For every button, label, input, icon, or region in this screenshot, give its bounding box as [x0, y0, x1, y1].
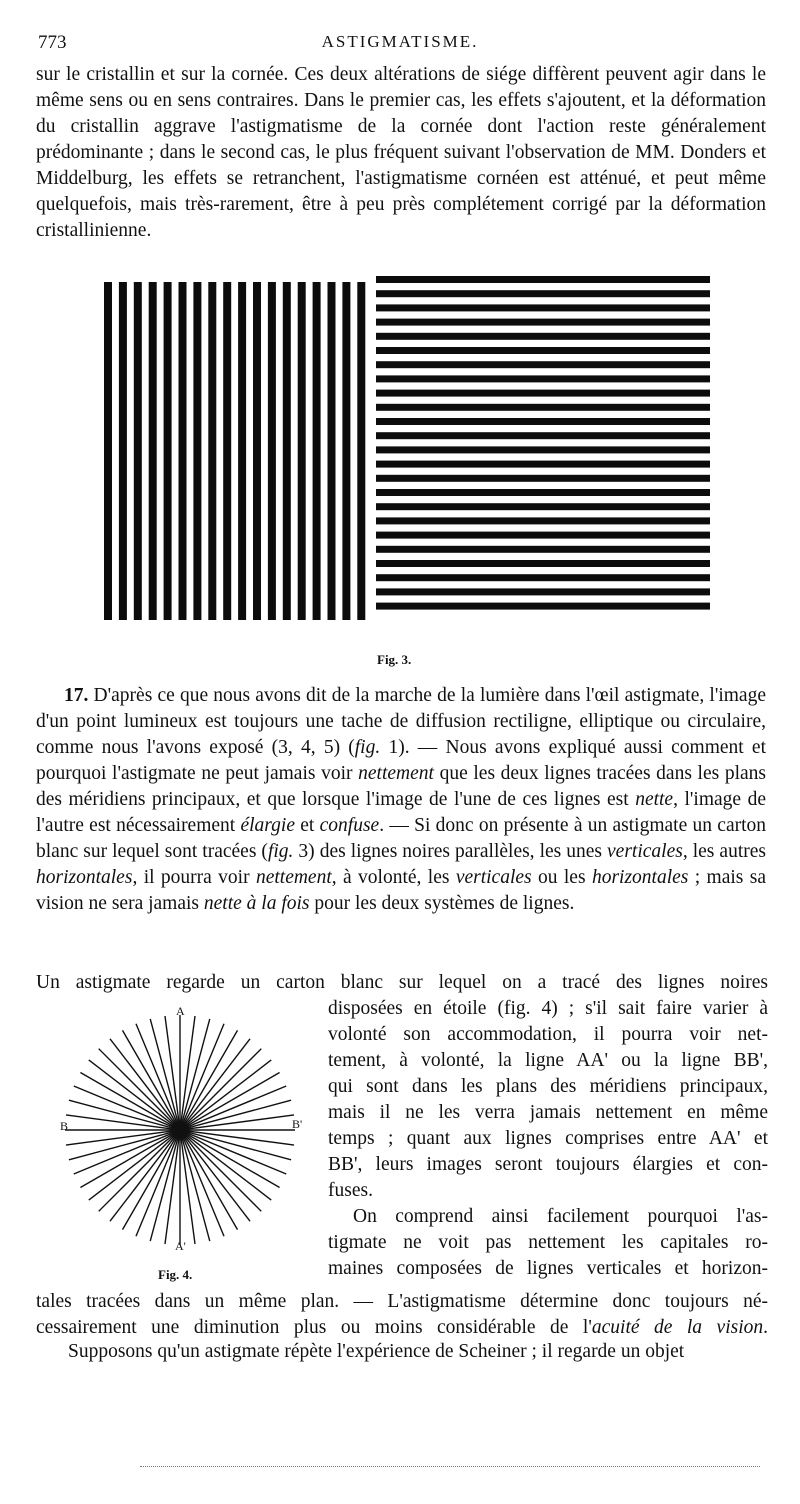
vertical-line	[119, 282, 127, 620]
text-line: maines composées de lignes verticales et horizon-	[328, 1258, 768, 1279]
horizontal-line	[376, 418, 710, 425]
vertical-line	[179, 282, 187, 620]
text-line: volonté son accommodation, il pourra voir net-	[328, 1024, 768, 1045]
text-line: tigmate ne voit pas nettement les capitales ro-	[328, 1232, 768, 1253]
horizontal-line	[376, 517, 710, 524]
text: , il pourra voir	[132, 867, 256, 888]
figure-3-line-chart	[104, 276, 710, 622]
text: et	[295, 815, 320, 836]
vertical-line	[238, 282, 246, 620]
text-line: temps ; quant aux lignes comprises entre AA' et	[328, 1128, 768, 1149]
footer-rule	[140, 1466, 760, 1467]
figure-4-star-diagram	[50, 1000, 310, 1260]
horizontal-line	[376, 404, 710, 411]
emphasis: nettement	[255, 867, 332, 888]
fig-ref: fig.	[354, 737, 381, 758]
vertical-line	[313, 282, 321, 620]
horizontal-line	[376, 390, 710, 397]
text-line: Un astigmate regarde un carton blanc sur lequel on a tracé des lignes noires	[36, 972, 768, 993]
horizontal-line	[376, 333, 710, 340]
text: , les autres	[682, 841, 766, 862]
text: ; mais sa vision ne sera jamais	[36, 867, 766, 914]
horizontal-line	[376, 560, 710, 567]
horizontal-line	[376, 361, 710, 368]
figure-4-caption: Fig. 4.	[158, 1267, 193, 1282]
horizontal-line	[376, 304, 710, 311]
section-number: 17.	[64, 685, 89, 706]
vertical-line	[164, 282, 172, 620]
text: , à volonté, les	[331, 867, 456, 888]
paragraph-4: Supposons qu'un astigmate répète l'expérience de Scheiner ; il regarde un objet	[68, 1341, 685, 1362]
label-A-prime: A'	[175, 1239, 186, 1253]
text-line: tales tracées dans un même plan. — L'astigmatisme détermine donc toujours né-	[36, 1291, 768, 1312]
vertical-line	[134, 282, 142, 620]
text: D'après ce que nous avons dit de la marche de la lumière dans l'œil astigmate, l'image d'un point lumineux est toujours une tache de diffusion rectiligne, elliptique ou circulaire, comme nous l'avons exposé (3, 4, 5) (	[36, 685, 766, 758]
horizontal-line	[376, 532, 710, 539]
horizontal-line	[376, 475, 710, 482]
paragraph-17	[36, 683, 766, 917]
horizontal-line	[376, 276, 710, 283]
vertical-line	[253, 282, 261, 620]
page-number: 773	[38, 32, 67, 53]
vertical-line	[328, 282, 336, 620]
label-A: A	[176, 1004, 185, 1018]
text-line: fuses.	[328, 1180, 373, 1201]
text: pour les deux systèmes de lignes.	[309, 893, 575, 914]
emphasis: acuité de la vision	[591, 1317, 764, 1338]
paragraph-3	[36, 1289, 768, 1341]
horizontal-line	[376, 503, 710, 510]
vertical-line	[104, 282, 112, 620]
emphasis: verticales	[455, 867, 532, 888]
horizontal-line	[376, 375, 710, 382]
vertical-line	[149, 282, 157, 620]
text: , l'image de l'autre est nécessairement	[36, 789, 766, 836]
horizontal-line	[376, 461, 710, 468]
text: que les deux lignes tracées dans les plans des méridiens principaux, et que lorsque l'image de l'une de ces lignes est	[36, 763, 767, 810]
text: . — Si donc on présente à un astigmate un carton blanc sur lequel sont tracées (	[36, 815, 767, 862]
label-B-prime: B'	[292, 1117, 303, 1131]
horizontal-line	[376, 290, 710, 297]
horizontal-line	[376, 319, 710, 326]
fig-ref: fig.	[267, 841, 294, 862]
horizontal-line	[376, 489, 710, 496]
text: ou les	[531, 867, 592, 888]
vertical-line	[268, 282, 276, 620]
vertical-line	[298, 282, 306, 620]
text: 1). — Nous avons expliqué aussi comment et pourquoi l'astigmate ne peut jamais voir	[36, 737, 766, 784]
label-B: B	[60, 1119, 69, 1133]
emphasis: horizontales	[591, 867, 689, 888]
emphasis: nette	[635, 789, 674, 810]
emphasis: nette à la fois	[203, 893, 310, 914]
text-line: BB', leurs images seront toujours élargies et con-	[328, 1154, 768, 1175]
emphasis: horizontales	[36, 867, 133, 888]
text-line: On comprend ainsi facilement pourquoi l'as-	[353, 1206, 768, 1227]
figure-3-caption: Fig. 3.	[377, 652, 412, 667]
text-line	[36, 1315, 768, 1341]
horizontal-line	[376, 603, 710, 610]
horizontal-line	[376, 588, 710, 595]
text-line: mais il ne les verra jamais nettement en même	[328, 1102, 768, 1123]
figure-4-side-text	[36, 970, 768, 1282]
horizontal-line	[376, 546, 710, 553]
text-line: tement, à volonté, la ligne AA' ou la ligne BB',	[328, 1050, 768, 1071]
horizontal-line	[376, 574, 710, 581]
emphasis: élargie	[240, 815, 295, 836]
vertical-line	[193, 282, 201, 620]
text: cessairement une diminution plus ou moins considérable de l'	[36, 1317, 592, 1338]
vertical-line	[283, 282, 291, 620]
vertical-line	[223, 282, 231, 620]
emphasis: verticales	[607, 841, 683, 862]
emphasis: nettement	[358, 763, 434, 784]
emphasis: confuse	[319, 815, 380, 836]
text-line: qui sont dans les plans des méridiens principaux,	[328, 1076, 768, 1097]
running-head: ASTIGMATISME.	[321, 32, 479, 51]
horizontal-line	[376, 446, 710, 453]
vertical-line	[208, 282, 216, 620]
vertical-line	[357, 282, 365, 620]
paragraph-1: sur le cristallin et sur la cornée. Ces deux altérations de siége diffèrent peuvent agir dans le même sens ou en sens contraires. Dans le premier cas, les effets s'ajoutent, et la déformation du cristallin aggrave l'astigmatisme de la cornée dont l'action reste généralement prédominante ; dans le second cas, le plus fréquent suivant l'observation de MM. Donders et Middelburg, les effets se retranchent, l'astigmatisme cornéen est atténué, et peut même quelquefois, mais très-rarement, être à peu près complétement corrigé par la déformation cristallinienne.	[36, 64, 766, 241]
text: 3) des lignes noires parallèles, les unes	[293, 841, 608, 862]
horizontal-line	[376, 432, 710, 439]
text: .	[763, 1317, 768, 1338]
vertical-line	[342, 282, 350, 620]
horizontal-line	[376, 347, 710, 354]
text-line: disposées en étoile (fig. 4) ; s'il sait faire varier à	[328, 998, 768, 1019]
